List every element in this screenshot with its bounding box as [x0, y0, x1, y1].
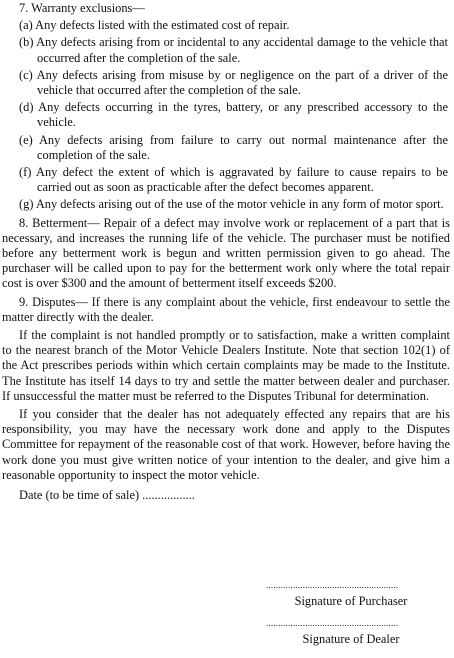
disputes-paragraph-3: If you consider that the dealer has not adequately effected any repairs that are his responsibility, you may have the necessary work done and apply to the Disputes Committee for repayment of the reasonable cost of that work. However, before having the work done you must give written notice of your intention to the dealer, and give him a reasonable opportunity to inspect the motor vehicle. [2, 407, 450, 482]
exclusion-item-a: (a) Any defects listed with the estimated cost of repair. [19, 18, 290, 33]
section-8-betterment: 8. Betterment— Repair of a defect may involve work or replacement of a part that is necessary, and increases the running life of the vehicle. The purchaser must be notified before any betterment work is begun and written permission given to go ahead. The purchaser will be called upon to pay for the betterment work only where the total repair cost is over $300 and the amount of betterment itself exceeds $200. [2, 215, 450, 291]
section-7-heading: 7. Warranty exclusions— [19, 1, 145, 15]
exclusion-item-g: (g) Any defects arising out of the use of the motor vehicle in any form of motor sport. [19, 197, 444, 212]
section-9-disputes: 9. Disputes— If there is any complaint about the vehicle, first endeavour to settle the matter directly with the dealer. [2, 294, 450, 324]
dealer-signature-label: Signature of Dealer [302, 632, 400, 646]
dealer-signature-line: ...................................................... [266, 618, 399, 628]
purchaser-signature-block [266, 580, 436, 609]
exclusion-item-d: (d) Any defects occurring in the tyres, battery, or any prescribed accessory to the vehicle. [19, 100, 448, 130]
exclusion-item-e: (e) Any defects arising from failure to carry out normal maintenance after the completion of the sale. [19, 132, 448, 162]
purchaser-signature-label: Signature of Purchaser [294, 594, 408, 608]
exclusion-item-f: (f) Any defect the extent of which is aggravated by failure to cause repairs to be carried out as soon as practicable after the defect becomes apparent. [19, 165, 448, 195]
exclusion-item-b: (b) Any defects arising from or incidental to any accidental damage to the vehicle that occurred after the completion of the sale. [19, 35, 448, 65]
disputes-paragraph-2: If the complaint is not handled promptly or to satisfaction, make a written complaint to the nearest branch of the Motor Vehicle Dealers Institute. Note that section 102(1) of the Act prescribes periods within which certain complaints may be made to the Institute. The Institute has itself 14 days to try and settle the matter between dealer and purchaser. If unsuccessful the matter must be referred to the Disputes Tribunal for determination. [2, 328, 450, 403]
dealer-signature-block [266, 618, 436, 647]
date-of-sale-line: Date (to be time of sale) ................. [19, 488, 195, 503]
purchaser-signature-line: ...................................................... [266, 580, 399, 590]
exclusion-item-c: (c) Any defects arising from misuse by or negligence on the part of a driver of the vehicle that occurred after the completion of the sale. [19, 67, 448, 98]
